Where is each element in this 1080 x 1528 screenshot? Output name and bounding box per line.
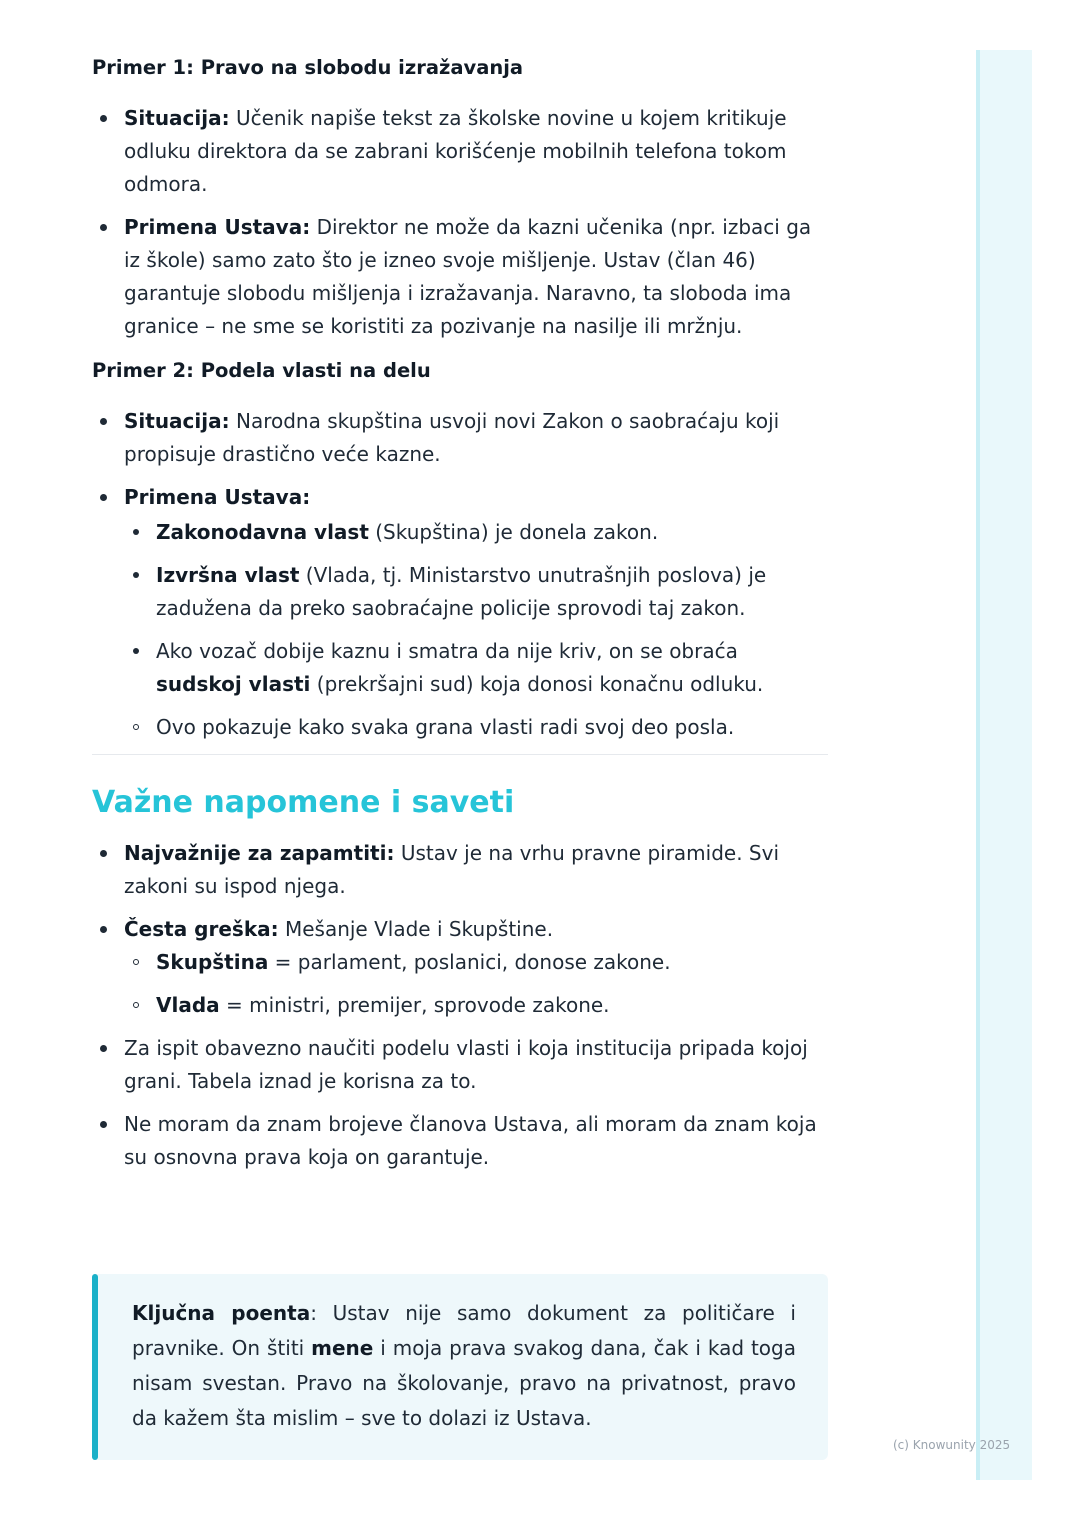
sublist <box>124 516 828 701</box>
bold-term: sudskoj vlasti <box>156 672 311 696</box>
item-text: (Vlada, tj. Ministarstvo unutrašnjih poslova) je zadužena da preko saobraćajne policije sprovodi taj zakon. <box>156 563 767 620</box>
callout-label: Ključna poenta <box>132 1301 311 1325</box>
item-text: Ako vozač dobije kaznu i smatra da nije kriv, on se obraća <box>156 639 738 663</box>
primer1-heading: Primer 1: Pravo na slobodu izražavanja <box>92 56 524 79</box>
item-text: Narodna skupština usvoji novi Zakon o saobraćaju koji propisuje drastično veće kazne. <box>124 409 780 466</box>
copyright: (c) Knowunity 2025 <box>893 1438 1011 1452</box>
bold-label: Situacija: <box>124 409 230 433</box>
note-list <box>124 711 828 744</box>
item-text: (prekršajni sud) koja donosi konačnu odluku. <box>310 672 764 696</box>
divider <box>92 754 828 755</box>
callout-text-part: i moja prava svakog dana, čak i kad toga nisam svestan. Pravo na školovanje, pravo na privatnost, pravo da kažem šta mislim – sve to dolazi iz Ustava. <box>132 1336 796 1430</box>
sublist-item <box>124 559 828 625</box>
item-text: (Skupština) je donela zakon. <box>368 520 659 544</box>
item-text: Mešanje Vlade i Skupštine. <box>278 917 554 941</box>
note-item: Ovo pokazuje kako svaka grana vlasti radi svoj deo posla. <box>124 711 828 744</box>
sublist-item <box>124 946 828 979</box>
callout-bold: mene <box>311 1336 374 1360</box>
bold-label: Česta greška: <box>124 917 279 941</box>
side-strip <box>976 50 1032 1480</box>
sublist-item <box>124 516 828 549</box>
bold-term: Izvršna vlast <box>156 563 300 587</box>
list-item: Ne moram da znam brojeve članova Ustava, ali moram da znam koja su osnovna prava koja on garantuje. <box>92 1108 828 1174</box>
callout-accent-bar <box>92 1274 98 1460</box>
callout-text <box>132 1296 796 1436</box>
list-item <box>92 102 828 201</box>
bold-label: Primena Ustava: <box>124 215 311 239</box>
bold-term: Zakonodavna vlast <box>156 520 369 544</box>
primer2-list <box>92 405 828 744</box>
callout-text-part: : Ustav nije samo dokument za političare i pravnike. On štiti <box>132 1301 796 1360</box>
primer2-heading: Primer 2: Podela vlasti na delu <box>92 359 431 382</box>
sublist-item <box>124 989 828 1022</box>
list-item <box>92 405 828 471</box>
item-text: Direktor ne može da kazni učenika (npr. izbaci ga iz škole) samo zato što je izneo svoje mišljenje. Ustav (član 46) garantuje slobodu mišljenja i izražavanja. Naravno, ta sloboda ima granice – ne sme se koristiti za pozivanje na nasilje ili mržnju. <box>124 215 812 338</box>
item-text: = ministri, premijer, sprovode zakone. <box>219 993 610 1017</box>
side-line <box>976 50 980 1480</box>
sublist-item <box>124 635 828 701</box>
sublist <box>124 946 828 1022</box>
key-point-callout <box>92 1274 828 1460</box>
bold-term: Skupština <box>156 950 269 974</box>
primer1-list <box>92 102 828 343</box>
list-item <box>92 913 828 1022</box>
bold-term: Vlada <box>156 993 220 1017</box>
tips-list <box>92 837 828 1174</box>
list-item <box>92 211 828 343</box>
main-content <box>92 50 828 1184</box>
item-text: Ustav je na vrhu pravne piramide. Svi zakoni su ispod njega. <box>124 841 780 898</box>
bold-label: Primena Ustava: <box>124 485 311 509</box>
list-item <box>92 481 828 744</box>
item-text: Učenik napiše tekst za školske novine u kojem kritikuje odluku direktora da se zabrani korišćenje mobilnih telefona tokom odmora. <box>124 106 787 196</box>
bold-label: Situacija: <box>124 106 230 130</box>
list-item: Za ispit obavezno naučiti podelu vlasti i koja institucija pripada kojoj grani. Tabela iznad je korisna za to. <box>92 1032 828 1098</box>
list-item <box>92 837 828 903</box>
bold-label: Najvažnije za zapamtiti: <box>124 841 395 865</box>
section-title: Važne napomene i saveti <box>92 785 515 820</box>
item-text: = parlament, poslanici, donose zakone. <box>268 950 671 974</box>
